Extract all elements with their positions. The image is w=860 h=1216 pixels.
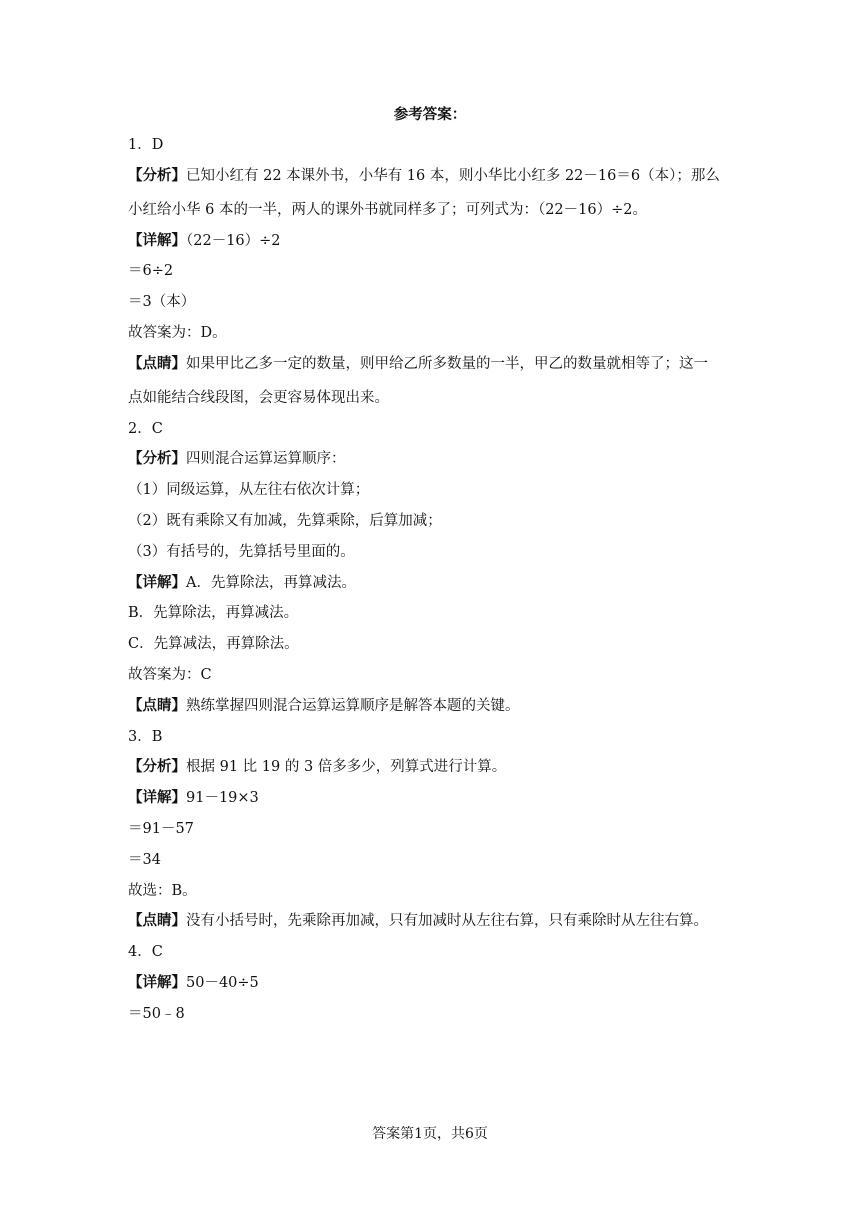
line-text: A．先算除法，再算减法。 [186, 574, 356, 591]
answer-line [128, 387, 738, 418]
answer-line [128, 260, 738, 291]
section-tag: 【分析】 [128, 166, 186, 184]
answer-line [128, 199, 738, 230]
section-tag: 【详解】 [128, 231, 186, 249]
answer-line [128, 695, 738, 726]
section-tag: 【点睛】 [128, 354, 186, 372]
answer-line [128, 1003, 738, 1034]
answer-line [128, 633, 738, 664]
line-text: 故答案为：D。 [128, 324, 227, 341]
answer-line [128, 448, 738, 479]
line-text: 四则混合运算运算顺序： [186, 451, 346, 468]
line-text: 3．B [128, 728, 163, 745]
line-text: 1．D [128, 137, 164, 153]
line-text: （22－16）÷2 [186, 232, 281, 249]
answer-line [128, 572, 738, 603]
section-tag: 【详解】 [128, 789, 186, 807]
answer-line [128, 787, 738, 818]
page-title: 参考答案： [393, 106, 467, 123]
answer-line [128, 664, 738, 695]
line-text: 4．C [128, 944, 163, 961]
answer-line [128, 726, 738, 757]
answer-line [128, 165, 738, 199]
line-text: B．先算除法，再算减法。 [128, 605, 299, 622]
line-text: ＝50﹣8 [128, 1005, 185, 1022]
line-text: ＝91－57 [128, 820, 194, 837]
section-tag: 【详解】 [128, 973, 186, 991]
answer-line [128, 756, 738, 787]
answer-line [128, 818, 738, 849]
answer-line [128, 291, 738, 322]
line-text: 小红给小华 6 本的一半，两人的课外书就同样多了；可列式为：（22－16）÷2。 [128, 201, 647, 218]
section-tag: 【点睛】 [128, 912, 186, 930]
line-text: 50－40÷5 [186, 974, 259, 991]
answer-line [128, 322, 738, 353]
line-text: （1）同级运算，从左往右依次计算； [128, 482, 370, 499]
section-tag: 【分析】 [128, 758, 186, 776]
line-text: 点如能结合线段图，会更容易体现出来。 [128, 389, 389, 406]
page-footer: 答案第1页，共6页 [372, 1126, 488, 1142]
answer-line [128, 910, 738, 941]
answer-line [128, 479, 738, 510]
answer-line [128, 541, 738, 572]
line-text: ＝3（本） [128, 294, 196, 311]
line-text: 2．C [128, 420, 163, 437]
line-text: （3）有括号的，先算括号里面的。 [128, 543, 355, 560]
answer-line [128, 230, 738, 261]
section-tag: 【详解】 [128, 573, 186, 591]
answer-line [128, 849, 738, 880]
line-text: ＝6÷2 [128, 263, 174, 280]
section-tag: 【分析】 [128, 450, 186, 468]
line-text: 没有小括号时，先乘除再加减，只有加减时从左往右算，只有乘除时从左往右算。 [186, 913, 708, 930]
answer-line [128, 353, 738, 387]
line-text: 根据 91 比 19 的 3 倍多多少，列算式进行计算。 [186, 759, 507, 776]
line-text: （2）既有乘除又有加减，先算乘除，后算加减； [128, 512, 442, 529]
answer-line [128, 972, 738, 1003]
section-tag: 【点睛】 [128, 696, 186, 714]
line-text: 故答案为：C [128, 666, 212, 683]
line-text: 如果甲比乙多一定的数量，则甲给乙所多数量的一半，甲乙的数量就相等了；这一 [186, 355, 708, 372]
line-text: C．先算减法，再算除法。 [128, 636, 299, 653]
line-text: ＝34 [128, 851, 161, 868]
answer-line [128, 418, 738, 449]
answer-line [128, 880, 738, 911]
answer-line [128, 941, 738, 972]
line-text: 已知小红有 22 本课外书，小华有 16 本，则小华比小红多 22－16＝6（本）；那么 [186, 167, 720, 184]
answer-content [128, 134, 738, 1034]
answer-line [128, 510, 738, 541]
line-text: 故选：B。 [128, 882, 197, 899]
line-text: 熟练掌握四则混合运算运算顺序是解答本题的关键。 [186, 697, 520, 714]
answer-line [128, 134, 738, 165]
line-text: 91－19×3 [186, 790, 259, 807]
answer-line [128, 602, 738, 633]
